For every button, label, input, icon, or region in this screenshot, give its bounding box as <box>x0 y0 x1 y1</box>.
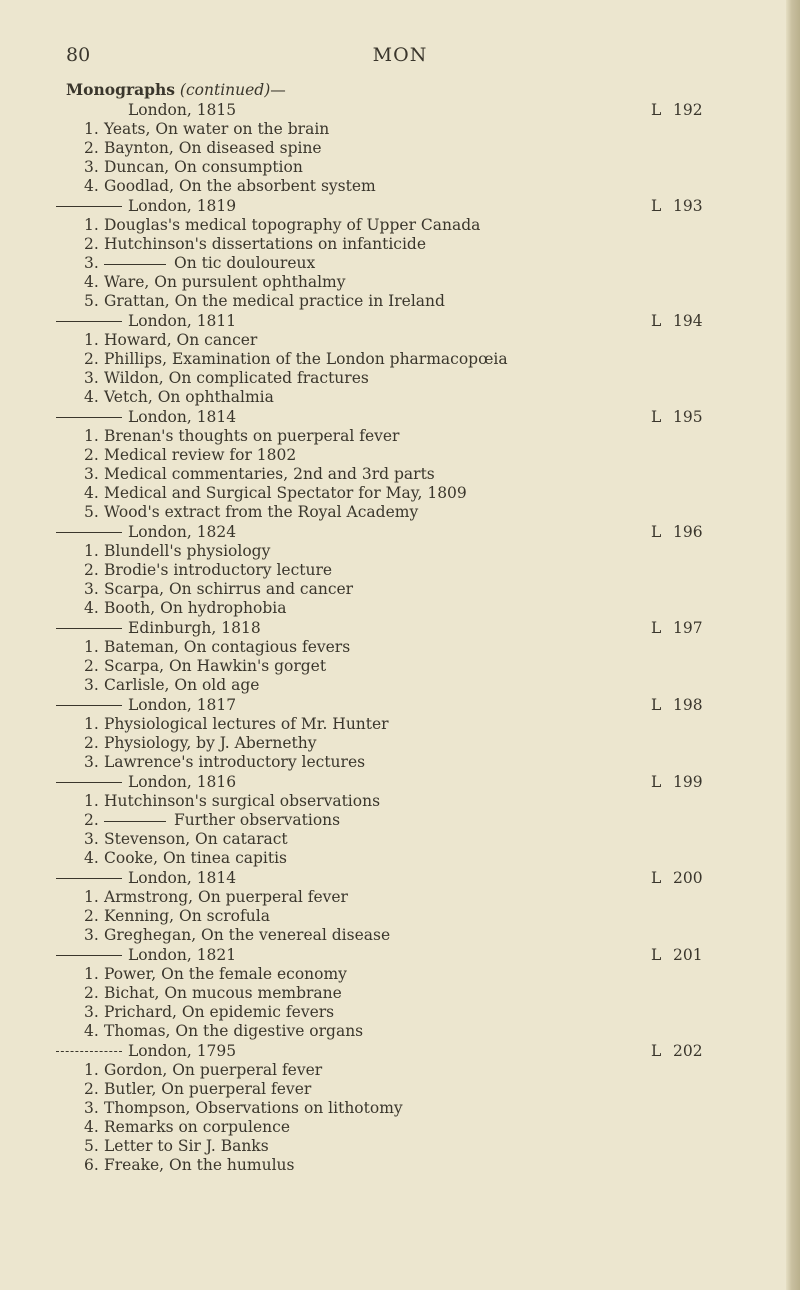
entry-heading <box>66 522 746 542</box>
entry-item <box>66 715 746 734</box>
entry-item <box>66 1061 746 1080</box>
entry-item <box>66 657 746 676</box>
entry-heading <box>66 772 746 792</box>
shelf-mark <box>651 522 721 542</box>
item-number: 1. <box>84 216 99 234</box>
page-header <box>0 40 800 70</box>
item-title: Yeats, On water on the brain <box>104 120 330 138</box>
entry-item <box>66 158 746 177</box>
shelf-number: 200 <box>673 869 703 887</box>
shelf-mark <box>651 100 721 120</box>
item-number: 3. <box>84 830 99 848</box>
item-title: Remarks on corpulence <box>104 1118 290 1136</box>
item-title: Further observations <box>174 811 341 829</box>
entries-list <box>66 100 746 1175</box>
shelf-mark <box>651 772 721 792</box>
entry-item <box>66 235 746 254</box>
item-number: 2. <box>84 734 99 752</box>
item-title: Thompson, Observations on lithotomy <box>104 1099 403 1117</box>
entry-item <box>66 907 746 926</box>
item-title: Carlisle, On old age <box>104 676 260 694</box>
entry-item <box>66 849 746 868</box>
shelf-letter: L <box>651 619 662 637</box>
item-number: 2. <box>84 657 99 675</box>
item-title: Letter to Sir J. Banks <box>104 1137 269 1155</box>
item-number: 4. <box>84 273 99 291</box>
section-title-text: Monographs <box>66 80 175 99</box>
item-title: Bateman, On contagious fevers <box>104 638 351 656</box>
entry-item <box>66 599 746 618</box>
ditto-rule <box>104 264 166 265</box>
entry-item <box>66 120 746 139</box>
ditto-rule <box>56 532 122 533</box>
item-number: 3. <box>84 254 99 272</box>
catalogue-content <box>66 80 746 1175</box>
entry-item <box>66 580 746 599</box>
item-number: 4. <box>84 484 99 502</box>
item-number: 4. <box>84 849 99 867</box>
entry-item <box>66 350 746 369</box>
item-number: 1. <box>84 638 99 656</box>
shelf-mark <box>651 618 721 638</box>
entry-heading <box>66 618 746 638</box>
item-number: 3. <box>84 465 99 483</box>
entry-item <box>66 427 746 446</box>
entry-item <box>66 388 746 407</box>
entry-place: London, 1816 <box>128 773 237 791</box>
ditto-rule <box>56 417 122 418</box>
item-title: Cooke, On tinea capitis <box>104 849 288 867</box>
entry-heading <box>66 196 746 216</box>
item-title: Booth, On hydrophobia <box>104 599 287 617</box>
item-title: Hutchinson's dissertations on infanticide <box>104 235 427 253</box>
shelf-number: 193 <box>673 197 703 215</box>
item-title: Phillips, Examination of the London pharmacopœia <box>104 350 508 368</box>
shelf-letter: L <box>651 408 662 426</box>
entry-place: London, 1824 <box>128 523 237 541</box>
item-title: Kenning, On scrofula <box>104 907 270 925</box>
shelf-number: 196 <box>673 523 703 541</box>
item-number: 3. <box>84 676 99 694</box>
entry-item <box>66 811 746 830</box>
entry-place: London, 1821 <box>128 946 237 964</box>
entry-item <box>66 254 746 273</box>
shelf-letter: L <box>651 197 662 215</box>
catalogue-entry <box>66 868 746 945</box>
shelf-letter: L <box>651 1042 662 1060</box>
entry-heading <box>66 100 746 120</box>
item-number: 3. <box>84 158 99 176</box>
shelf-mark <box>651 868 721 888</box>
entry-place: London, 1814 <box>128 408 237 426</box>
page-edge <box>786 0 800 1290</box>
entry-place: London, 1817 <box>128 696 237 714</box>
catalogue-entry <box>66 522 746 618</box>
item-number: 2. <box>84 139 99 157</box>
entry-item <box>66 1156 746 1175</box>
item-title: Bichat, On mucous membrane <box>104 984 342 1002</box>
item-title: Douglas's medical topography of Upper Canada <box>104 216 481 234</box>
catalogue-entry <box>66 311 746 407</box>
entry-place: London, 1795 <box>128 1042 237 1060</box>
running-head: MON <box>372 44 428 66</box>
entry-item <box>66 888 746 907</box>
item-title: Thomas, On the digestive organs <box>104 1022 364 1040</box>
ditto-rule <box>56 705 122 706</box>
page-number: 80 <box>66 44 91 66</box>
entry-item <box>66 503 746 522</box>
shelf-letter: L <box>651 523 662 541</box>
shelf-number: 195 <box>673 408 703 426</box>
entry-item <box>66 465 746 484</box>
entry-item <box>66 926 746 945</box>
entry-item <box>66 1003 746 1022</box>
item-title: Medical commentaries, 2nd and 3rd parts <box>104 465 435 483</box>
item-number: 2. <box>84 1080 99 1098</box>
entry-item <box>66 753 746 772</box>
item-number: 5. <box>84 292 99 310</box>
shelf-number: 198 <box>673 696 703 714</box>
item-number: 3. <box>84 926 99 944</box>
shelf-mark <box>651 311 721 331</box>
shelf-letter: L <box>651 696 662 714</box>
item-title: Prichard, On epidemic fevers <box>104 1003 335 1021</box>
item-number: 2. <box>84 561 99 579</box>
item-title: Freake, On the humulus <box>104 1156 295 1174</box>
item-title: Blundell's physiology <box>104 542 271 560</box>
entry-place: London, 1815 <box>128 101 237 119</box>
entry-item <box>66 177 746 196</box>
item-title: Vetch, On ophthalmia <box>104 388 274 406</box>
entry-place: London, 1819 <box>128 197 237 215</box>
entry-item <box>66 792 746 811</box>
item-title: Power, On the female economy <box>104 965 347 983</box>
ditto-rule <box>56 878 122 879</box>
item-number: 2. <box>84 235 99 253</box>
entry-item <box>66 830 746 849</box>
entry-item <box>66 734 746 753</box>
entry-place: London, 1811 <box>128 312 237 330</box>
catalogue-entry <box>66 196 746 311</box>
shelf-number: 192 <box>673 101 703 119</box>
ditto-rule <box>56 955 122 956</box>
item-title: Scarpa, On schirrus and cancer <box>104 580 354 598</box>
shelf-mark <box>651 695 721 715</box>
catalogue-entry <box>66 772 746 868</box>
shelf-number: 202 <box>673 1042 703 1060</box>
item-title: Physiological lectures of Mr. Hunter <box>104 715 389 733</box>
ditto-rule <box>104 821 166 822</box>
item-title: Stevenson, On cataract <box>104 830 288 848</box>
catalogue-entry <box>66 407 746 522</box>
entry-item <box>66 984 746 1003</box>
shelf-number: 194 <box>673 312 703 330</box>
item-number: 5. <box>84 503 99 521</box>
item-title: Ware, On pursulent ophthalmy <box>104 273 346 291</box>
item-title: Duncan, On consumption <box>104 158 303 176</box>
item-number: 4. <box>84 599 99 617</box>
item-number: 4. <box>84 177 99 195</box>
ditto-rule <box>56 206 122 207</box>
item-title: Gordon, On puerperal fever <box>104 1061 323 1079</box>
entry-item <box>66 542 746 561</box>
item-number: 1. <box>84 427 99 445</box>
shelf-letter: L <box>651 101 662 119</box>
entry-item <box>66 1099 746 1118</box>
shelf-mark <box>651 196 721 216</box>
shelf-letter: L <box>651 312 662 330</box>
ditto-rule <box>56 321 122 322</box>
shelf-number: 201 <box>673 946 703 964</box>
ditto-rule <box>56 1051 122 1052</box>
item-title: Brenan's thoughts on puerperal fever <box>104 427 400 445</box>
entry-item <box>66 369 746 388</box>
shelf-letter: L <box>651 773 662 791</box>
entry-item <box>66 676 746 695</box>
entry-heading <box>66 945 746 965</box>
shelf-mark <box>651 1041 721 1061</box>
item-title: Wood's extract from the Royal Academy <box>104 503 419 521</box>
shelf-number: 199 <box>673 773 703 791</box>
entry-item <box>66 139 746 158</box>
shelf-letter: L <box>651 869 662 887</box>
item-number: 3. <box>84 753 99 771</box>
entry-item <box>66 1137 746 1156</box>
item-number: 2. <box>84 350 99 368</box>
item-title: Physiology, by J. Abernethy <box>104 734 317 752</box>
ditto-rule <box>56 628 122 629</box>
item-number: 1. <box>84 542 99 560</box>
entry-place: London, 1814 <box>128 869 237 887</box>
item-title: Baynton, On diseased spine <box>104 139 322 157</box>
item-title: Grattan, On the medical practice in Ireland <box>104 292 445 310</box>
shelf-mark <box>651 407 721 427</box>
catalogue-entry <box>66 100 746 196</box>
entry-item <box>66 1022 746 1041</box>
item-title: Howard, On cancer <box>104 331 258 349</box>
item-number: 2. <box>84 446 99 464</box>
item-title: Butler, On puerperal fever <box>104 1080 312 1098</box>
item-number: 5. <box>84 1137 99 1155</box>
entry-heading <box>66 1041 746 1061</box>
item-number: 6. <box>84 1156 99 1174</box>
section-qualifier: (continued) <box>179 81 271 99</box>
item-title: Hutchinson's surgical observations <box>104 792 381 810</box>
entry-heading <box>66 311 746 331</box>
item-number: 2. <box>84 811 99 829</box>
item-number: 1. <box>84 331 99 349</box>
shelf-number: 197 <box>673 619 703 637</box>
item-title: Scarpa, On Hawkin's gorget <box>104 657 327 675</box>
item-title: Medical and Surgical Spectator for May, 1809 <box>104 484 467 502</box>
section-title <box>66 80 746 100</box>
catalogue-entry <box>66 945 746 1041</box>
entry-item <box>66 446 746 465</box>
entry-item <box>66 484 746 503</box>
item-title: Greghegan, On the venereal disease <box>104 926 391 944</box>
item-number: 1. <box>84 120 99 138</box>
item-title: Goodlad, On the absorbent system <box>104 177 376 195</box>
item-title: Medical review for 1802 <box>104 446 297 464</box>
item-title: Armstrong, On puerperal fever <box>104 888 348 906</box>
shelf-mark <box>651 945 721 965</box>
item-number: 3. <box>84 369 99 387</box>
catalogue-entry <box>66 1041 746 1175</box>
item-number: 1. <box>84 888 99 906</box>
item-number: 4. <box>84 1022 99 1040</box>
item-title: Lawrence's introductory lectures <box>104 753 366 771</box>
entry-item <box>66 292 746 311</box>
item-number: 1. <box>84 965 99 983</box>
item-number: 1. <box>84 792 99 810</box>
entry-heading <box>66 407 746 427</box>
item-number: 3. <box>84 580 99 598</box>
section-trail: — <box>270 81 286 99</box>
item-title: Wildon, On complicated fractures <box>104 369 369 387</box>
catalogue-entry <box>66 618 746 695</box>
item-title: Brodie's introductory lecture <box>104 561 333 579</box>
entry-heading <box>66 868 746 888</box>
item-number: 3. <box>84 1003 99 1021</box>
item-number: 1. <box>84 715 99 733</box>
entry-item <box>66 1080 746 1099</box>
item-number: 3. <box>84 1099 99 1117</box>
item-number: 4. <box>84 1118 99 1136</box>
entry-item <box>66 273 746 292</box>
ditto-rule <box>56 782 122 783</box>
entry-item <box>66 638 746 657</box>
entry-item <box>66 965 746 984</box>
entry-item <box>66 561 746 580</box>
item-title: On tic douloureux <box>174 254 316 272</box>
shelf-letter: L <box>651 946 662 964</box>
entry-heading <box>66 695 746 715</box>
entry-item <box>66 1118 746 1137</box>
catalogue-entry <box>66 695 746 772</box>
item-number: 1. <box>84 1061 99 1079</box>
item-number: 4. <box>84 388 99 406</box>
entry-item <box>66 331 746 350</box>
item-number: 2. <box>84 984 99 1002</box>
entry-place: Edinburgh, 1818 <box>128 619 261 637</box>
item-number: 2. <box>84 907 99 925</box>
entry-item <box>66 216 746 235</box>
